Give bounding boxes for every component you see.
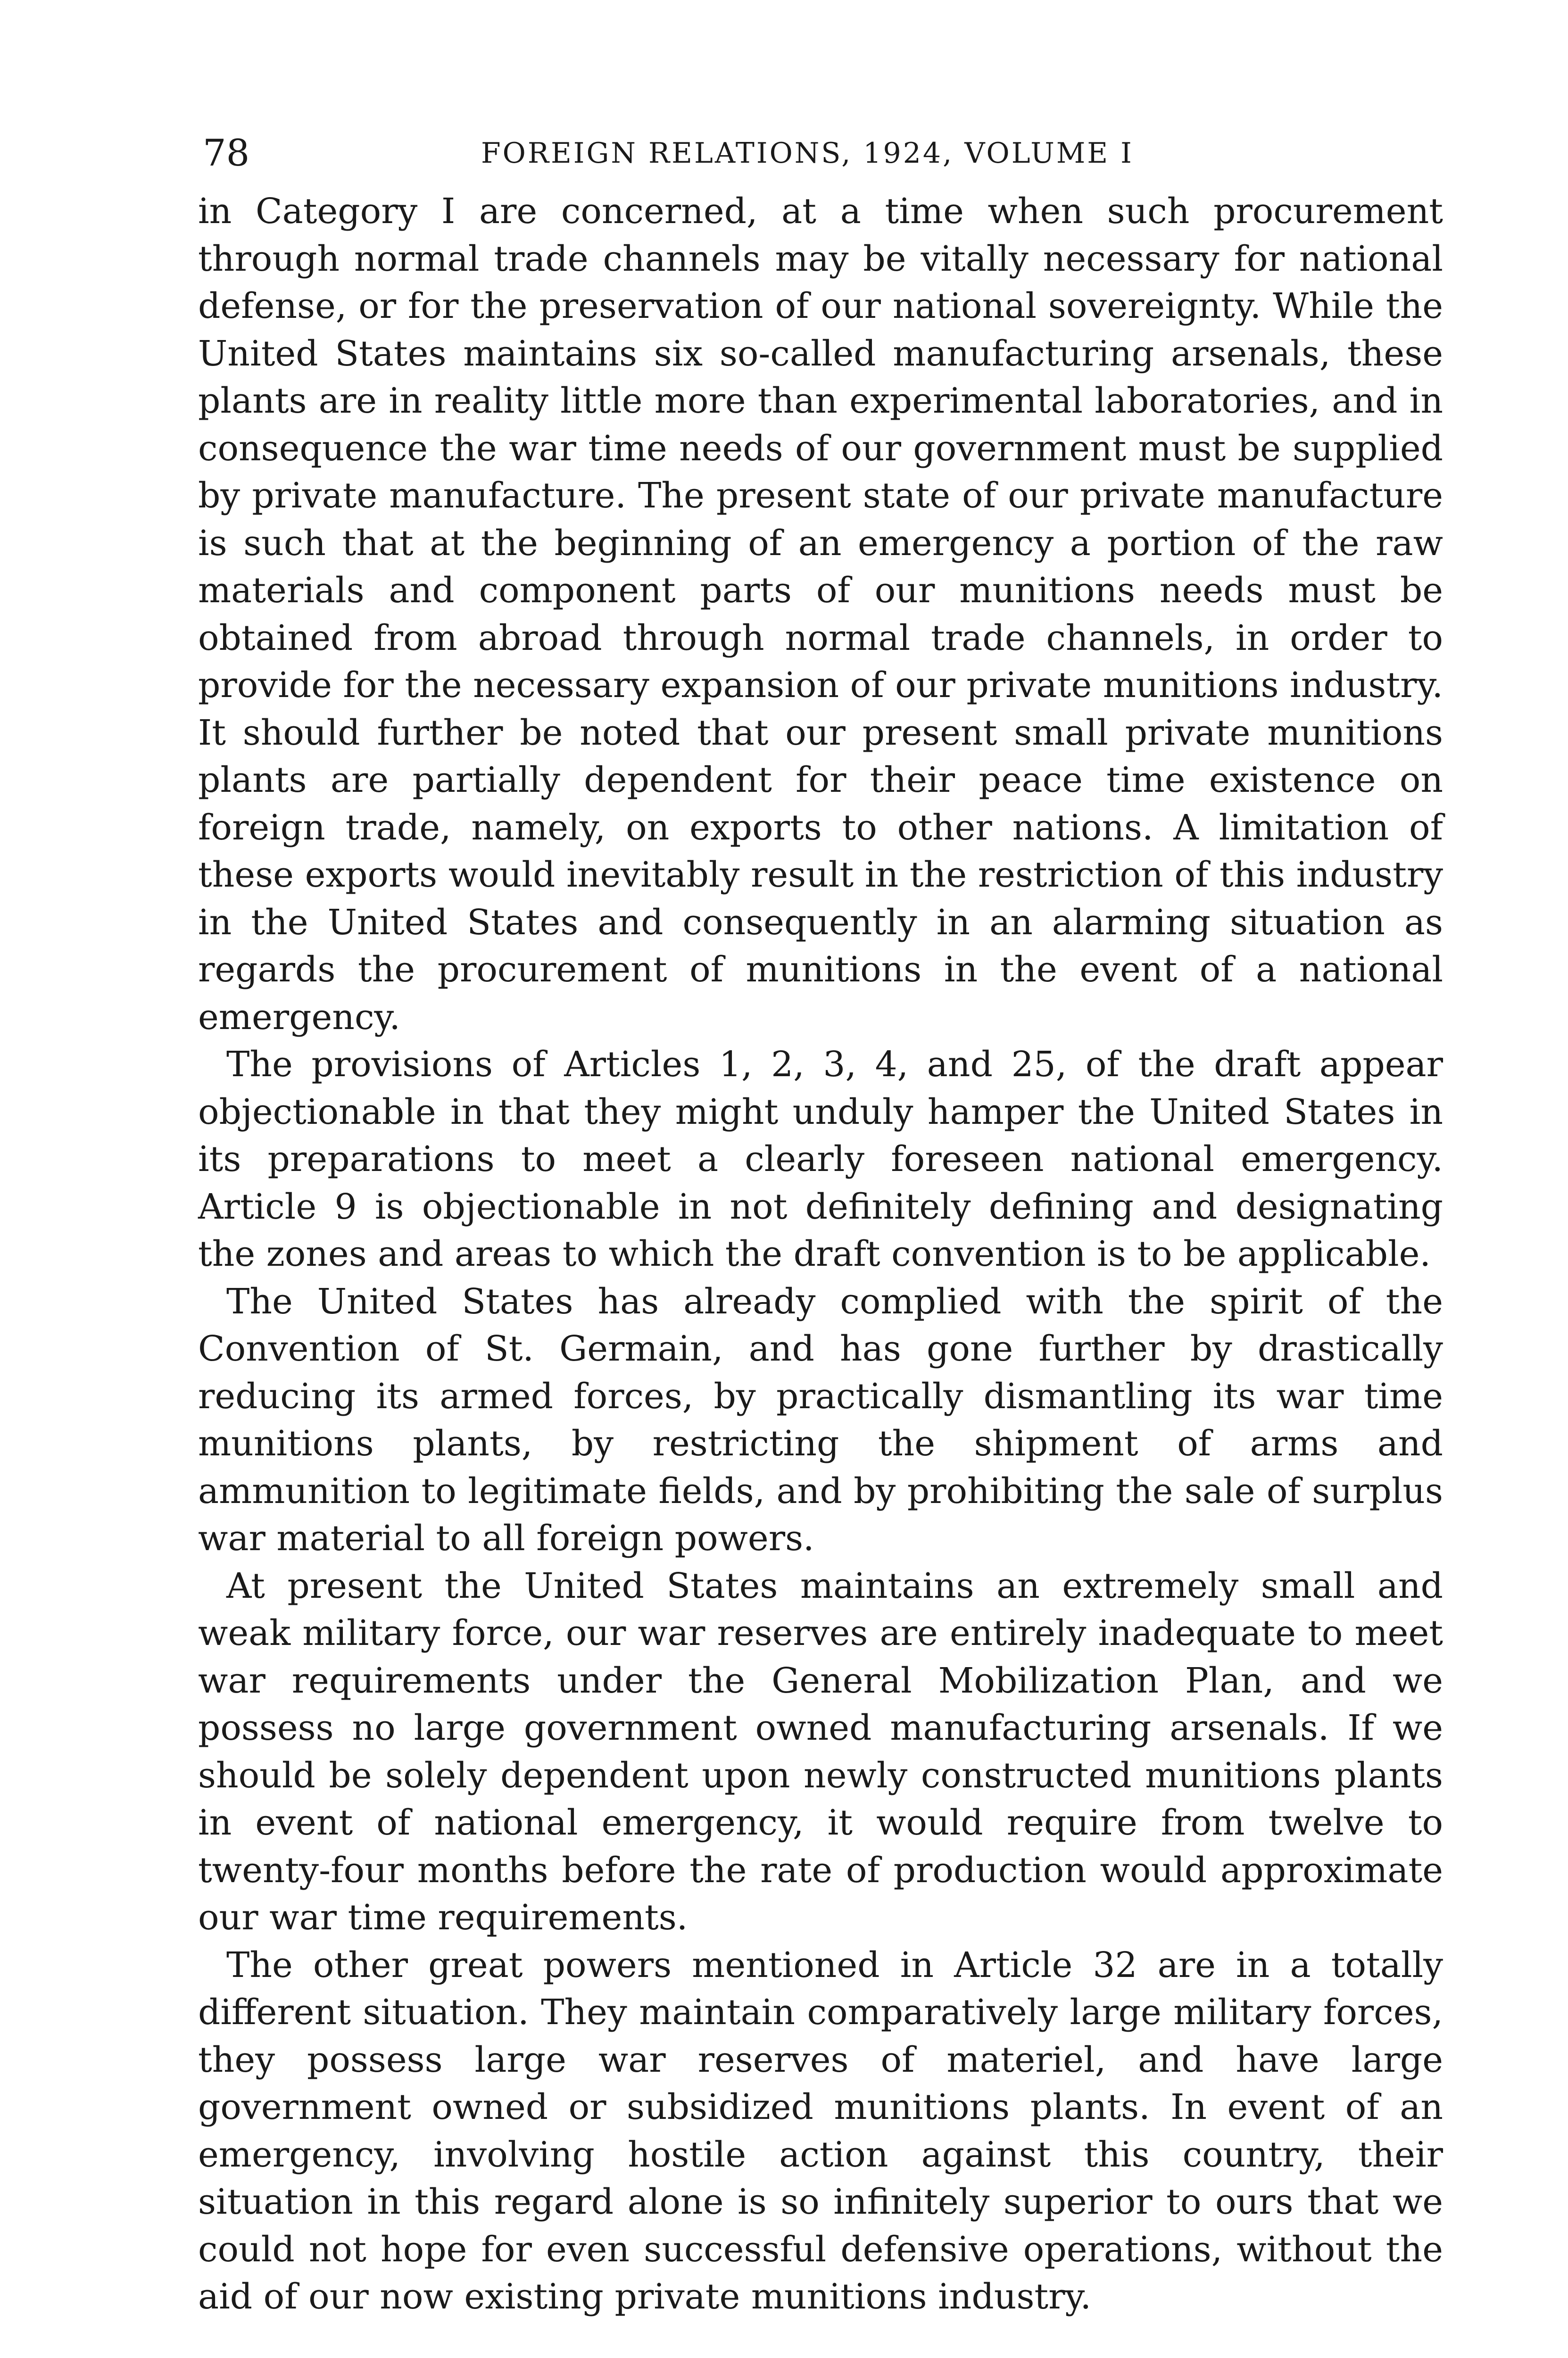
running-head — [198, 127, 1443, 179]
paragraph-continued: in Category I are concerned, at a time when such procurement through normal trade channels may be vitally necessary for national defense, or for the preservation of our national sovereignty. While the United States maintains six so-called manufacturing arsenals, these plants are in reality little more than experimental laboratories, and in consequence the war time needs of our government must be supplied by private manufacture. The present state of our private manufacture is such that at the beginning of an emergency a portion of the raw materials and component parts of our munitions needs must be obtained from abroad through normal trade channels, in order to provide for the necessary expansion of our private munitions industry. It should further be noted that our present small private munitions plants are partially dependent for their peace time existence on foreign trade, namely, on exports to other nations. A limitation of these exports would inevitably result in the restriction of this industry in the United States and consequently in an alarming situation as regards the procurement of munitions in the event of a national emergency. — [198, 191, 1443, 1038]
page-number: 78 — [203, 132, 250, 174]
paragraph-articles-objections: The provisions of Articles 1, 2, 3, 4, and 25, of the draft appear objectionable in that they might unduly hamper the United States in its preparations to meet a clearly foreseen national emergency. Article 9 is objectionable in not definitely defining and designating the zones and areas to which the draft convention is to be applicable. — [198, 1044, 1443, 1274]
paragraph-other-powers: The other great powers mentioned in Article 32 are in a totally different situation. They maintain comparatively large military forces, they possess large war reserves of materiel, and have large government owned or subsidized munitions plants. In event of an emergency, involving hostile action against this country, their situation in this regard alone is so infinitely superior to ours that we could not hope for even successful defensive operations, without the aid of our now existing private munitions industry. — [198, 1944, 1443, 2317]
paragraph-military-weakness: At present the United States maintains an extremely small and weak military force, our war reserves are entirely inadequate to meet war requirements under the General Mobilization Plan, and we possess no large government owned manufacturing arsenals. If we should be solely dependent upon newly constructed munitions plants in event of national emergency, it would require from twelve to twenty-four months before the rate of production would approximate our war time requirements. — [198, 1565, 1443, 1938]
running-title: FOREIGN RELATIONS, 1924, VOLUME I — [481, 137, 1134, 170]
paragraph-st-germain-compliance: The United States has already complied with the spirit of the Convention of St. Germain, and has gone further by drastically reducing its armed forces, by practically dismantling its war time munitions plants, by restricting the shipment of arms and ammunition to legitimate fields, and by prohibiting the sale of surplus war material to all foreign powers. — [198, 1281, 1443, 1559]
body-text — [198, 188, 1443, 2321]
document-page — [198, 127, 1443, 2321]
